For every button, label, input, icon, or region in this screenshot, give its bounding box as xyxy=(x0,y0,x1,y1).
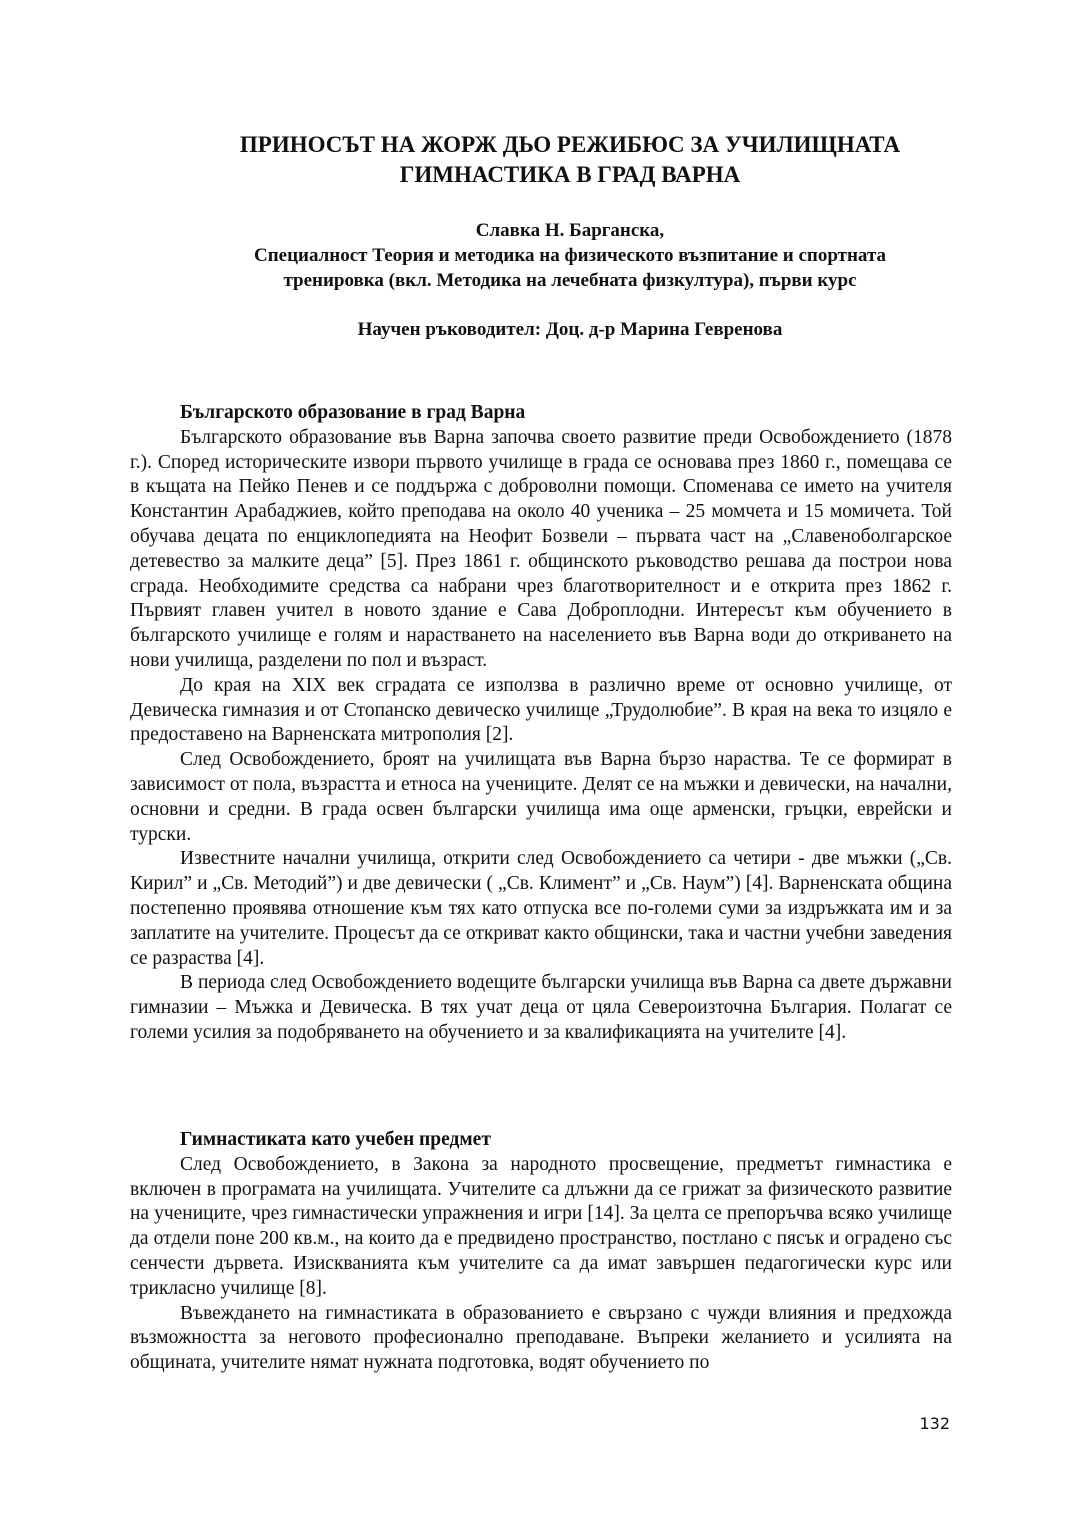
title-line-2: ГИМНАСТИКА В ГРАД ВАРНА xyxy=(399,162,741,187)
author-block xyxy=(130,218,1010,293)
section-heading: Гимнастиката като учебен предмет xyxy=(180,1129,491,1150)
author-name: Славка Н. Барганска, xyxy=(475,220,665,241)
author-affiliation-line-1: Специалност Теория и методика на физическото възпитание и спортната xyxy=(253,245,887,266)
paragraph: След Освобождението, броят на училищата във Варна бързо нараства. Те се формират в зависимост от пола, възрастта и етноса на учениците. Делят се на мъжки и девически, на начални, основни и средни. В града освен български училища има още арменски, гръцки, еврейски и турски. xyxy=(130,749,952,845)
scientific-advisor: Научен ръководител: Доц. д-р Марина Гевренова xyxy=(357,319,783,340)
section-gymnastics-subject xyxy=(130,1128,952,1376)
author-affiliation-line-2: тренировка (вкл. Методика на лечебната физкултура), първи курс xyxy=(283,270,857,291)
paragraph: Въвеждането на гимнастиката в образованието е свързано с чужди влияния и предхожда възможността за неговото професионално преподаване. Въпреки желанието и усилията на общината, учителите нямат нужната подготовка, водят обучението по xyxy=(130,1302,952,1374)
paragraph: Известните начални училища, открити след Освобождението са четири - две мъжки („Св. Кирил” и „Св. Методий”) и две девически ( „Св. Климент” и „Св. Наум”) [4]. Варненската община постепенно проявява отношение към тях като отпуска все по-големи суми за издръжката им и за заплатите на учителите. Процесът да се откриват както общински, така и частни учебни заведения се разраства [4]. xyxy=(130,848,952,969)
page-number: 132 xyxy=(919,1414,950,1433)
paragraph: В периода след Освобождението водещите български училища във Варна са двете държавни гимназии – Мъжка и Девическа. В тях учат деца от цяла Североизточна България. Полагат се големи усилия за подобряването на обучението и за квалификацията на учителите [4]. xyxy=(130,972,952,1043)
paragraph: Българското образование във Варна започва своето развитие преди Освобождението (1878 г.). Според историческите извори първото училище в града се основава през 1860 г., помещава се в къщата на Пейко Пенев и се поддържа с доброволни помощи. Споменава се името на учителя Константин Арабаджиев, който преподава на около 40 ученика – 25 момчета и 15 момичета. Той обучава децата по енциклопедията на Неофит Бозвели – първата част на „Славеноболгарское детевество за малките деца” [5]. През 1861 г. общинското ръководство решава да построи нова сграда. Необходимите средства са набрани чрез благотворителност и е открита през 1862 г. Първият главен учител в новото здание е Сава Доброплодни. Интересът към обучението в българското училище е голям и нарастването на населението във Варна води до откриването на нови училища, разделени по пол и възраст. xyxy=(130,426,952,671)
paragraph: До края на XIX век сградата се използва в различно време от основно училище, от Девическа гимназия и от Стопанско девическо училище „Трудолюбие”. В края на века то изцяло е предоставено на Варненската митрополия [2]. xyxy=(130,674,952,746)
title-line-1: ПРИНОСЪТ НА ЖОРЖ ДЬО РЕЖИБЮС ЗА УЧИЛИЩНАТА xyxy=(239,132,901,157)
paragraph: След Освобождението, в Закона за народното просвещение, предметът гимнастика е включен в програмата на училищата. Учителите са длъжни да се грижат за физическото развитие на учениците, чрез гимнастически упражнения и игри [14]. За целта се препоръчва всяко училище да отдели поне 200 кв.м., на които да е предвидено пространство, постлано с пясък и оградено със сенчести дървета. Изискванията към учителите са да имат завършен педагогически курс или трикласно училище [8]. xyxy=(130,1153,952,1299)
section-heading: Българското образование в град Варна xyxy=(180,402,526,423)
paper-title xyxy=(100,130,1040,190)
section-bulgarian-education xyxy=(130,401,952,1046)
